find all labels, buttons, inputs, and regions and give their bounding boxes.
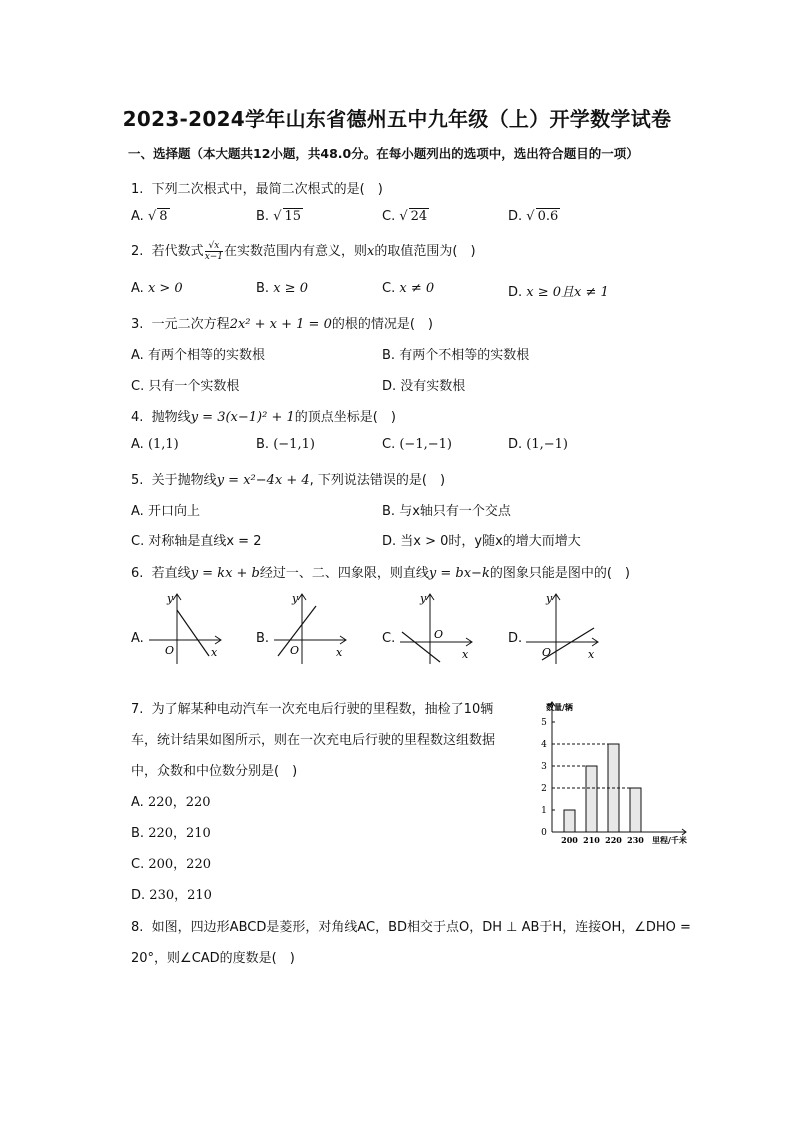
- option-d[interactable]: D. x ≥ 0且x ≠ 1: [508, 285, 609, 300]
- option-a[interactable]: A. 有两个相等的实数根: [131, 348, 265, 363]
- x-tick-label: 200: [561, 835, 578, 845]
- question-text: 下列二次根式中，最简二次根式的是( ): [151, 182, 383, 197]
- option-d[interactable]: D. 230，210: [131, 888, 212, 903]
- origin-label: O: [290, 644, 300, 657]
- y-tick-label: 5: [541, 718, 547, 728]
- graph-line: [177, 610, 209, 656]
- option-c[interactable]: C. 200，220: [131, 857, 211, 872]
- option-b[interactable]: B. 与x轴只有一个交点: [382, 504, 511, 519]
- option-a[interactable]: A. (1,1): [131, 437, 179, 452]
- y-label: y: [420, 592, 427, 605]
- x-tick-label: 210: [583, 835, 600, 845]
- question-4: 4. 抛物线y = 3(x−1)² + 1的顶点坐标是( ): [131, 410, 396, 425]
- bar: [630, 788, 641, 832]
- question-5: 5. 关于抛物线y = x²−4x + 4, 下列说法错误的是( ): [131, 473, 446, 488]
- option-d[interactable]: D. 当x > 0时，y随x的增大而增大: [382, 534, 581, 549]
- x-label: x: [462, 648, 469, 661]
- graph-a[interactable]: [145, 590, 225, 668]
- question-7: 7. 为了解某种电动汽车一次充电后行驶的里程数，抽检了10辆: [131, 702, 494, 717]
- y-tick-label: 4: [541, 740, 547, 750]
- origin-label: O: [434, 628, 444, 641]
- option-b[interactable]: B. x ≥ 0: [256, 281, 308, 296]
- section-heading: 一、选择题（本大题共12小题，共48.0分。在每小题列出的选项中，选出符合题目的一项）: [128, 146, 639, 161]
- option-c[interactable]: C. 对称轴是直线x = 2: [131, 534, 262, 549]
- y-label: y: [292, 592, 299, 605]
- question-6: 6. 若直线y = kx + b经过一、二、四象限，则直线y = bx−k的图象只能是图中的( ): [131, 566, 630, 581]
- graph-c[interactable]: [396, 590, 476, 668]
- option-a[interactable]: A. 220，220: [131, 795, 211, 810]
- x-label: x: [211, 646, 218, 659]
- question-8-line2: 20°，则∠CAD的度数是( ): [131, 951, 295, 966]
- mileage-bar-chart: [536, 696, 700, 854]
- x-tick-label: 230: [627, 835, 644, 845]
- origin-label: O: [165, 644, 175, 657]
- bar: [564, 810, 575, 832]
- option-b[interactable]: B.: [256, 631, 270, 646]
- fraction: $\frac{√x}{x-1}$: [204, 241, 224, 262]
- question-2: 2. 若代数式 $\frac{√x}{x-1}$ 在实数范围内有意义，则x的取值范围为( ): [131, 241, 476, 262]
- option-d[interactable]: D. 没有实数根: [382, 379, 466, 394]
- y-label: y: [167, 592, 174, 605]
- y-tick-label: 0: [541, 828, 547, 838]
- question-number: 1.: [131, 182, 144, 197]
- x-tick-label: 220: [605, 835, 622, 845]
- y-tick-label: 1: [541, 806, 547, 816]
- question-7-line3: 中，众数和中位数分别是( ): [131, 764, 298, 779]
- option-c[interactable]: C.: [382, 631, 396, 646]
- question-7-line2: 车，统计结果如图所示，则在一次充电后行驶的里程数这组数据: [131, 733, 496, 748]
- option-d[interactable]: D.: [508, 631, 523, 646]
- option-c[interactable]: C. 只有一个实数根: [131, 379, 240, 394]
- option-a[interactable]: A. √ 8: [131, 209, 168, 224]
- graph-b[interactable]: [270, 590, 350, 668]
- option-a[interactable]: A.: [131, 631, 144, 646]
- option-c[interactable]: C. √ 24: [382, 209, 428, 224]
- question-8: 8. 如图，四边形ABCD是菱形，对角线AC，BD相交于点O，DH ⊥ AB于H，连接OH，∠DHO =: [131, 920, 691, 935]
- option-c[interactable]: C. (−1,−1): [382, 437, 452, 452]
- y-tick-label: 3: [541, 762, 547, 772]
- option-c[interactable]: C. x ≠ 0: [382, 281, 435, 296]
- option-a[interactable]: A. x > 0: [131, 281, 183, 296]
- question-1: [131, 178, 383, 197]
- option-b[interactable]: B. √ 15: [256, 209, 302, 224]
- option-d[interactable]: D. √ 0.6: [508, 209, 559, 224]
- bar: [586, 766, 597, 832]
- y-label: y: [546, 592, 553, 605]
- option-b[interactable]: B. 有两个不相等的实数根: [382, 348, 530, 363]
- x-label: x: [336, 646, 343, 659]
- x-axis-label: 里程/千米: [652, 835, 687, 845]
- x-label: x: [588, 648, 595, 661]
- page-title: 2023-2024学年山东省德州五中九年级（上）开学数学试卷: [122, 107, 672, 131]
- option-a[interactable]: A. 开口向上: [131, 504, 200, 519]
- y-tick-label: 2: [541, 784, 547, 794]
- graph-d[interactable]: [522, 590, 602, 668]
- question-3: 3. 一元二次方程2x² + x + 1 = 0的根的情况是( ): [131, 317, 434, 332]
- option-b[interactable]: B. 220，210: [131, 826, 211, 841]
- origin-label: O: [542, 646, 552, 659]
- y-axis-label: 数量/辆: [546, 702, 573, 712]
- option-b[interactable]: B. (−1,1): [256, 437, 315, 452]
- option-d[interactable]: D. (1,−1): [508, 437, 569, 452]
